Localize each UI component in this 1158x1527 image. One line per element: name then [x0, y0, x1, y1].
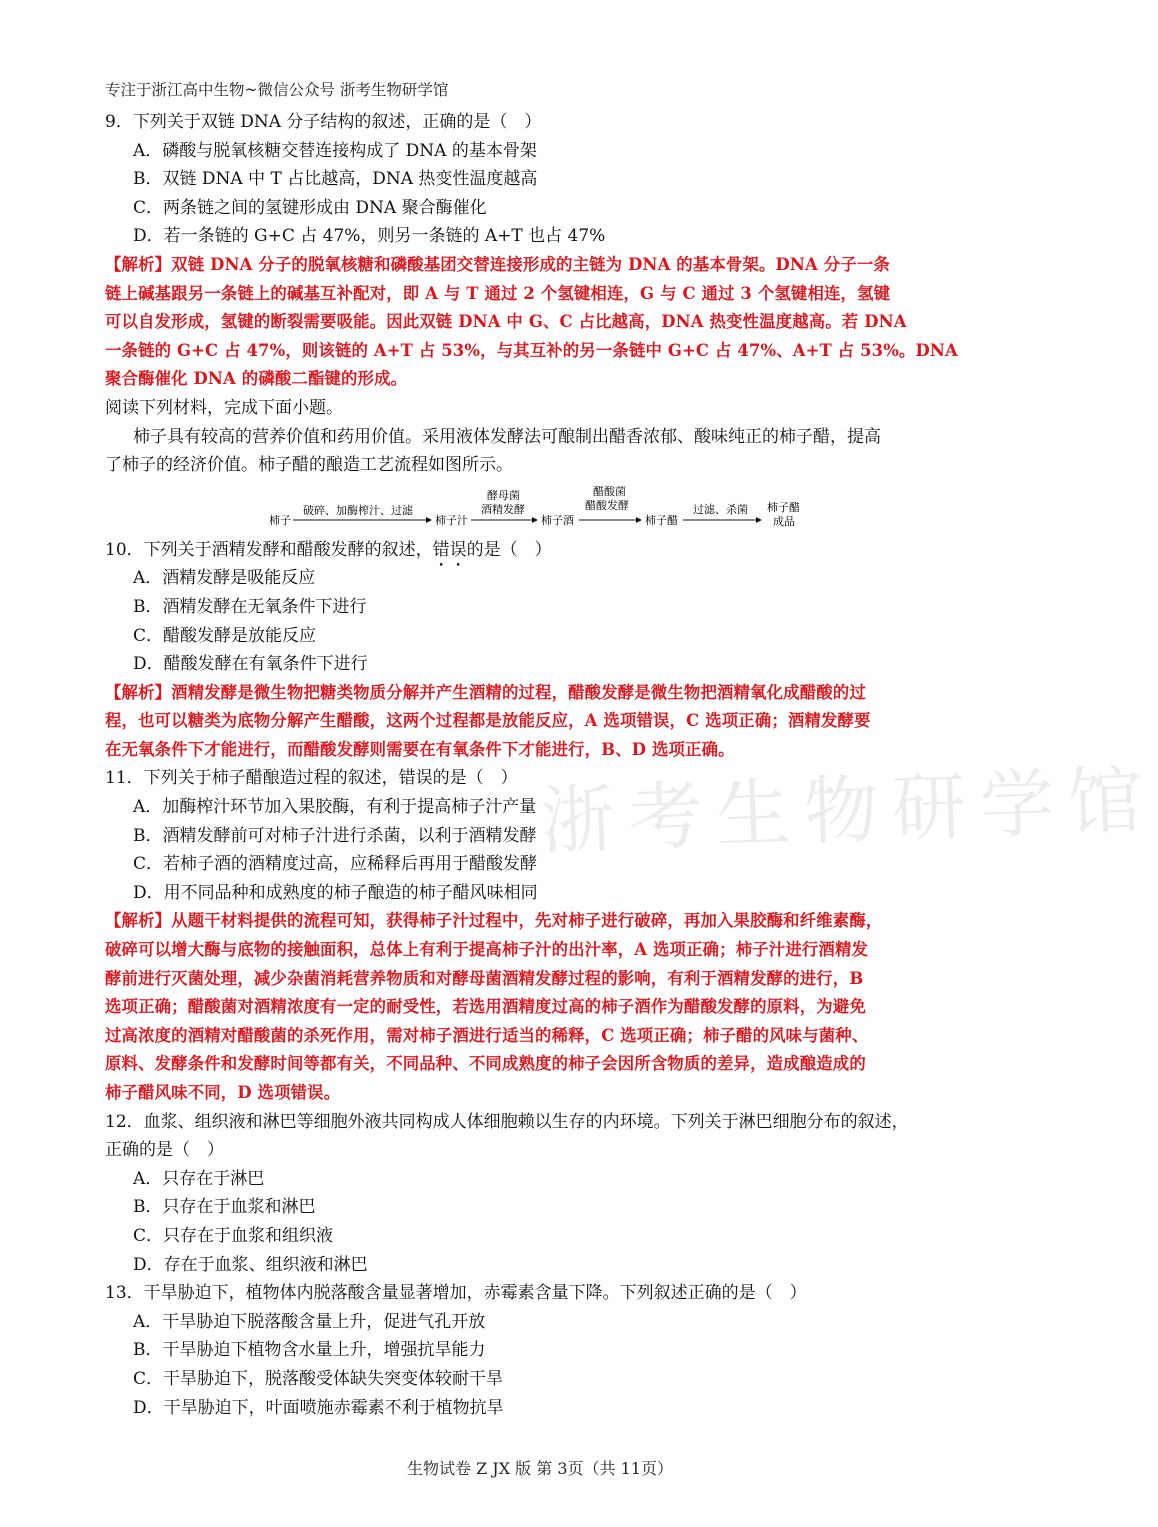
question-stem: 11．下列关于柿子醋酿造过程的叙述，错误的是（ ）: [105, 768, 518, 789]
emphasis-char: 错: [432, 539, 450, 560]
question-stem: 9．下列关于双链 DNA 分子结构的叙述，正确的是（ ）: [105, 112, 542, 132]
flow-step: 破碎、加酶榨汁、过滤: [303, 503, 413, 517]
option-b: B．只存在于血浆和淋巴: [133, 1197, 316, 1218]
analysis-line: 柿子醋风味不同，D 选项错误。: [105, 1083, 341, 1102]
question-stem: 13．干旱胁迫下，植物体内脱落酸含量显著增加，赤霉素含量下降。下列叙述正确的是（ ）: [105, 1283, 807, 1304]
question-stem: 12．血浆、组织液和淋巴等细胞外液共同构成人体细胞赖以生存的内环境。下列关于淋巴细胞分布的叙述，: [105, 1111, 909, 1132]
watermark-text: 浙考生物研学馆: [538, 757, 1158, 865]
option-a: A．磷酸与脱氧核糖交替连接构成了 DNA 的基本骨架: [133, 140, 537, 161]
flow-step: 醋酸菌: [593, 484, 626, 498]
flow-step: 过滤、杀菌: [693, 502, 748, 516]
option-d: D．醋酸发酵在有氧条件下进行: [133, 654, 368, 675]
analysis-line: 过高浓度的酒精对醋酸菌的杀死作用，需对柿子酒进行适当的稀释，C 选项正确；柿子醋的风味与菌种、: [105, 1025, 869, 1045]
page-header: 专注于浙江高中生物~微信公众号 浙考生物研学馆: [105, 81, 449, 99]
analysis-line: 在无氧条件下才能进行，而醋酸发酵则需要在有氧条件下才能进行，B、D 选项正确。: [105, 739, 735, 759]
option-a: A．只存在于淋巴: [133, 1168, 265, 1189]
flow-step: 醋酸发酵: [585, 498, 629, 512]
option-b: B．干旱胁迫下植物含水量上升，增强抗旱能力: [133, 1340, 486, 1361]
option-c: C．若柿子酒的酒精度过高，应稀释后再用于醋酸发酵: [133, 854, 538, 875]
question-11: [105, 764, 985, 1107]
option-d: D．存在于血浆、组织液和淋巴: [133, 1254, 368, 1275]
option-c: C．只存在于血浆和组织液: [133, 1225, 334, 1246]
flow-node: 柿子: [269, 513, 291, 527]
analysis-line: 可以自发形成，氢键的断裂需要吸能。因此双链 DNA 中 G、C 占比越高，DNA 热变性温度越高。若 DNA: [105, 312, 907, 332]
reading-paragraph-line: 柿子具有较高的营养价值和药用价值。采用液体发酵法可酿制出醋香浓郁、酸味纯正的柿子醋，提高: [133, 426, 881, 447]
process-flow-diagram: [105, 484, 985, 530]
analysis-line: 程，也可以糖类为底物分解产生醋酸，这两个过程都是放能反应，A 选项错误，C 选项正确；酒精发酵要: [105, 711, 871, 731]
option-d: D．干旱胁迫下，叶面喷施赤霉素不利于植物抗旱: [133, 1397, 504, 1418]
option-c: C．干旱胁迫下，脱落酸受体缺失突变体较耐干旱: [133, 1368, 504, 1389]
question-13: [105, 1279, 985, 1422]
option-a: A．加酶榨汁环节加入果胶酶，有利于提高柿子汁产量: [133, 797, 537, 818]
analysis-line: 聚合酶催化 DNA 的磷酸二酯键的形成。: [105, 369, 408, 389]
reading-intro: 阅读下列材料，完成下面小题。: [105, 397, 343, 418]
analysis-line: 链上碱基跟另一条链上的碱基互补配对，即 A 与 T 通过 2 个氢键相连，G 与 C 通过 3 个氢键相连，氢键: [105, 283, 891, 303]
option-d: D．若一条链的 G+C 占 47%，则另一条链的 A+T 也占 47%: [133, 226, 606, 247]
flow-step: 酵母菌: [487, 488, 520, 502]
option-a: A．酒精发酵是吸能反应: [133, 568, 316, 589]
analysis-line: 【解析】酒精发酵是微生物把糖类物质分解并产生酒精的过程，醋酸发酵是微生物把酒精氧化成醋酸的过: [105, 682, 866, 702]
analysis-line: 破碎可以增大酶与底物的接触面积，总体上有利于提高柿子汁的出汁率，A 选项正确；柿子汁进行酒精发: [105, 940, 869, 960]
flow-svg: [267, 484, 827, 530]
stem-text: 10．下列关于酒精发酵和醋酸发酵的叙述，: [105, 539, 433, 560]
analysis-line: 选项正确；醋酸菌对酒精浓度有一定的耐受性，若选用酒精度过高的柿子酒作为醋酸发酵的原料，为避免: [105, 997, 866, 1017]
question-12: [105, 1108, 985, 1280]
flow-node: 成品: [773, 514, 795, 528]
option-d: D．用不同品种和成熟度的柿子酿造的柿子醋风味相同: [133, 882, 538, 903]
analysis-line: 酵前进行灭菌处理，减少杂菌消耗营养物质和对酵母菌酒精发酵过程的影响，有利于酒精发酵的进行，B: [105, 968, 864, 988]
analysis-line: 【解析】双链 DNA 分子的脱氧核糖和磷酸基团交替连接形成的主链为 DNA 的基本骨架。DNA 分子一条: [105, 254, 890, 274]
flow-node: 柿子酒: [541, 513, 574, 527]
emphasis-char: 误: [449, 539, 467, 560]
reading-paragraph-line: 了柿子的经济价值。柿子醋的酿造工艺流程如图所示。: [105, 455, 513, 476]
flow-step: 酒精发酵: [481, 502, 525, 516]
flow-node: 柿子醋: [767, 500, 800, 514]
option-c: C．两条链之间的氢键形成由 DNA 聚合酶催化: [133, 197, 487, 218]
option-c: C．醋酸发酵是放能反应: [133, 625, 317, 646]
question-stem: 正确的是（ ）: [105, 1140, 224, 1161]
analysis-line: 【解析】从题干材料提供的流程可知，获得柿子汁过程中，先对柿子进行破碎，再加入果胶酶和纤维素酶，: [105, 911, 883, 931]
analysis-line: 一条链的 G+C 占 47%，则该链的 A+T 占 53%，与其互补的另一条链中 G+C 占 47%、A+T 占 53%。DNA: [105, 340, 958, 360]
option-b: B．酒精发酵前可对柿子汁进行杀菌，以利于酒精发酵: [133, 825, 537, 846]
flow-node: 柿子汁: [435, 513, 468, 527]
question-10: [105, 536, 985, 765]
reading-material: [105, 394, 985, 480]
option-a: A．干旱胁迫下脱落酸含量上升，促进气孔开放: [133, 1311, 486, 1332]
option-b: B．酒精发酵在无氧条件下进行: [133, 596, 367, 617]
option-b: B．双链 DNA 中 T 占比越高，DNA 热变性温度越高: [133, 169, 538, 190]
stem-text: 的是（ ）: [466, 539, 552, 560]
page-content: [105, 108, 985, 1422]
question-9: [105, 108, 985, 394]
analysis-line: 原料、发酵条件和发酵时间等都有关，不同品种、不同成熟度的柿子会因所含物质的差异，造成酿造成的: [105, 1054, 866, 1074]
question-stem: [105, 536, 985, 565]
page-footer: 生物试卷 Z JX 版 第 3页（共 11页）: [407, 1459, 673, 1478]
flow-node: 柿子醋: [645, 513, 678, 527]
